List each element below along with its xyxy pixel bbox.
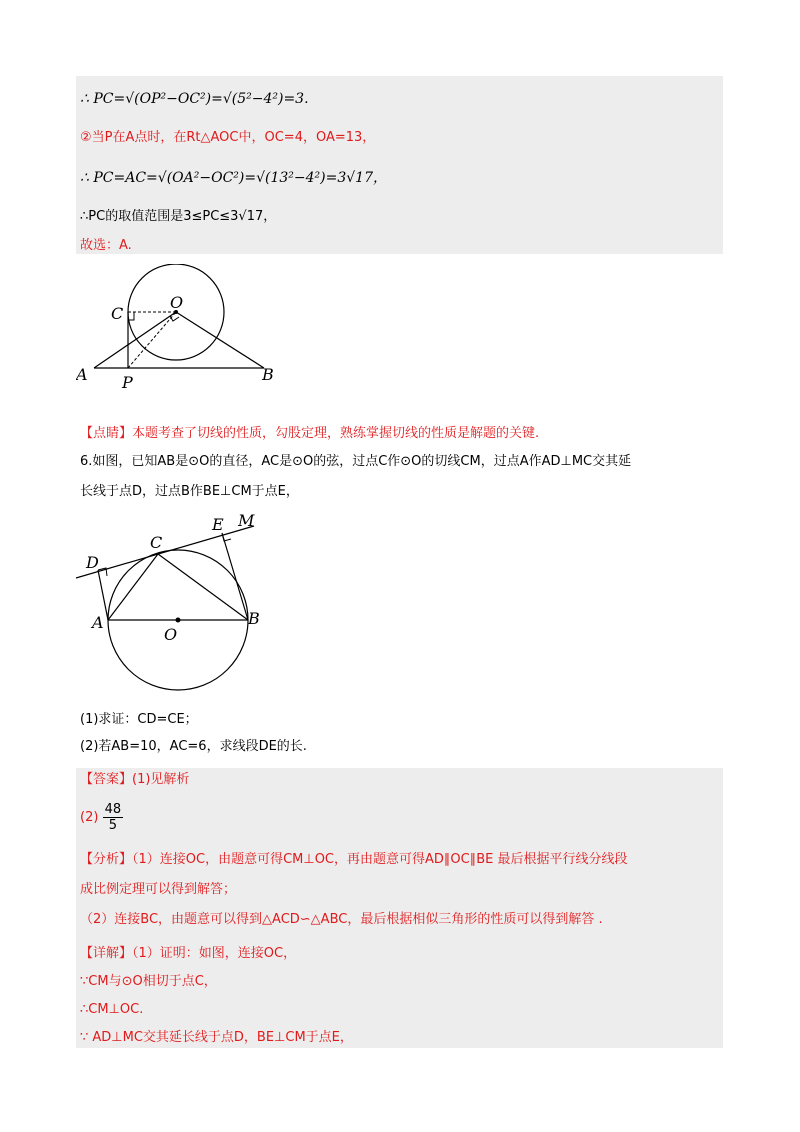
answer-background xyxy=(76,768,723,1048)
figure-2-label-b: B xyxy=(248,609,260,628)
figure-2-diagram xyxy=(72,506,272,696)
figure-2-label-a: A xyxy=(92,613,104,632)
solution-line-4: ∴PC的取值范围是3≤PC≤3√17， xyxy=(80,209,277,224)
analysis-line-1: 【分析】（1）连接OC，由题意可得CM⊥OC，再由题意可得AD∥OC∥BE 最后根据平行线分线段 xyxy=(80,852,628,867)
figure-1-label-a: A xyxy=(76,365,88,384)
problem-6-stem-line-2: 长线于点D，过点B作BE⊥CM于点E， xyxy=(80,484,299,499)
answer-fraction-numerator: 48 xyxy=(104,802,122,817)
analysis-line-2: 成比例定理可以得到解答； xyxy=(80,882,237,897)
answer-fraction-denominator: 5 xyxy=(108,818,117,833)
figure-2-label-o: O xyxy=(164,625,178,644)
detail-line-1: 【详解】（1）证明：如图，连接OC， xyxy=(80,946,297,961)
solution-choice: 故选：A. xyxy=(80,238,132,253)
figure-1-label-c: C xyxy=(111,304,124,323)
figure-2-segment-be xyxy=(222,533,248,620)
problem-6-stem-line-1: 6.如图，已知AB是⊙O的直径，AC是⊙O的弦，过点C作⊙O的切线CM，过点A作AD⊥MC交其延 xyxy=(80,454,632,469)
figure-2-label-e: E xyxy=(212,515,224,534)
figure-1-label-b: B xyxy=(262,365,274,384)
detail-line-4: ∵ AD⊥MC交其延长线于点D，BE⊥CM于点E， xyxy=(80,1030,353,1045)
analysis-line-3: （2）连接BC，由题意可以得到△ACD∽△ABC，最后根据相似三角形的性质可以得到解答 . xyxy=(80,912,603,927)
question-1: (1)求证：CD=CE； xyxy=(80,712,198,727)
figure-2-chord-ac xyxy=(108,554,158,620)
figure-1-label-p: P xyxy=(122,373,133,392)
figure-1-label-o: O xyxy=(170,293,184,312)
solution-line-3: ∴ PC=AC=√(OA²−OC²)=√(13²−4²)=3√17， xyxy=(80,170,387,186)
figure-2-center-dot xyxy=(176,618,181,623)
figure-2-chord-cb xyxy=(158,554,248,620)
answer-part-2 xyxy=(80,800,123,836)
solution-line-1: ∴ PC=√(OP²−OC²)=√(5²−4²)=3. xyxy=(80,91,309,107)
solution-line-2: ②当P在A点时，在Rt△AOC中，OC=4，OA=13， xyxy=(80,130,376,145)
answer-part-2-prefix: (2) xyxy=(80,810,99,825)
detail-line-2: ∵CM与⊙O相切于点C， xyxy=(80,974,217,989)
figure-2-label-c: C xyxy=(150,533,163,552)
figure-2-label-d: D xyxy=(86,553,99,572)
figure-1-diagram xyxy=(76,264,274,396)
key-point-comment: 【点睛】本题考查了切线的性质，勾股定理，熟练掌握切线的性质是解题的关键. xyxy=(80,426,540,441)
answer-part-1: 【答案】(1)见解析 xyxy=(80,772,190,787)
detail-line-3: ∴CM⊥OC. xyxy=(80,1002,144,1017)
question-2: (2)若AB=10，AC=6，求线段DE的长. xyxy=(80,739,307,754)
figure-2-label-m: M xyxy=(238,511,255,530)
answer-fraction xyxy=(103,802,124,833)
